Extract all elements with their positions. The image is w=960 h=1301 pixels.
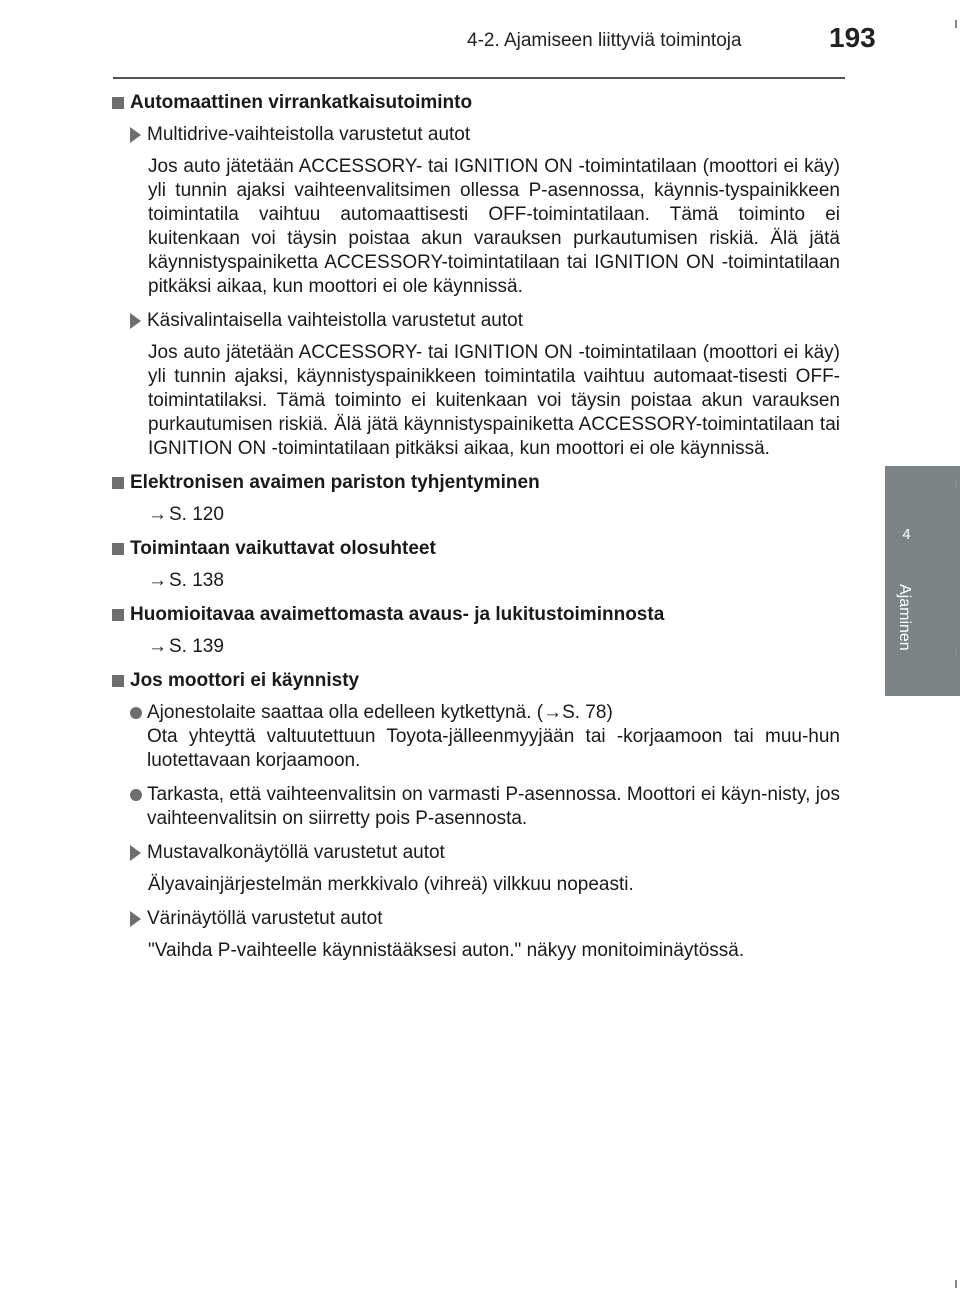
- triangle-bullet-icon: [130, 845, 141, 861]
- subheading-text: Käsivalintaisella vaihteistolla varustetut autot: [147, 310, 523, 331]
- arrow-icon: →: [148, 504, 167, 525]
- square-bullet-icon: [112, 543, 124, 555]
- heading-text: Huomioitavaa avaimettomasta avaus- ja lukitustoiminnosta: [130, 604, 665, 625]
- section-heading: [112, 603, 840, 627]
- margin-tick: [955, 647, 957, 655]
- bullet-line-text: Ajonestolaite saattaa olla edelleen kytkettynä. (: [147, 702, 544, 723]
- margin-tick: [955, 480, 957, 488]
- subheading-text: Värinäytöllä varustetut autot: [147, 908, 383, 929]
- triangle-bullet-icon: [130, 313, 141, 329]
- square-bullet-icon: [112, 609, 124, 621]
- bullet-paragraph: Ota yhteyttä valtuutettuun Toyota-jälleenmyyjään tai -korjaamoon tai muu-hun luotettavaan korjaamoon.: [147, 726, 840, 771]
- subheading: [130, 309, 840, 333]
- section-heading: [112, 537, 840, 561]
- section-heading: [112, 91, 840, 115]
- square-bullet-icon: [112, 97, 124, 109]
- bullet-line-text: ): [606, 702, 613, 723]
- chapter-tab-label: Ajaminen: [896, 584, 913, 651]
- page-content: [112, 91, 840, 973]
- page-reference[interactable]: [148, 635, 840, 659]
- subheading-text: Mustavalkonäytöllä varustetut autot: [147, 842, 445, 863]
- heading-text: Jos moottori ei käynnisty: [130, 670, 360, 691]
- arrow-icon: →: [148, 636, 167, 657]
- paragraph: "Vaihda P-vaihteelle käynnistääksesi auton." näkyy monitoiminäytössä.: [148, 940, 745, 961]
- subheading: [130, 123, 840, 147]
- bullet-line: [147, 701, 840, 725]
- arrow-icon: →: [148, 570, 167, 591]
- square-bullet-icon: [112, 477, 124, 489]
- reference-link[interactable]: S. 78: [562, 702, 607, 723]
- reference-link[interactable]: S. 138: [169, 570, 224, 591]
- margin-tick: [955, 20, 957, 28]
- paragraph: Jos auto jätetään ACCESSORY- tai IGNITION ON -toimintatilaan (moottori ei käy) yli tunnin ajaksi, käynnistyspainikkeen toimintatila vaihtuu automaat-tisesti OFF-toimintatilaksi. Tämä toiminto ei kuitenkaan voi täysin poistaa akun varauksen purkautumisen riskiä. Älä jätä käynnistyspainiketta ACCESSORY-toimintatilaan tai IGNITION ON -toimintatilaan pitkäksi aikaa, kun moottori ei ole käynnissä.: [148, 342, 840, 459]
- page-number: 193: [829, 22, 876, 53]
- section-heading: [112, 471, 840, 495]
- section-heading: [112, 669, 840, 693]
- heading-text: Toimintaan vaikuttavat olosuhteet: [130, 538, 436, 559]
- header-divider: [113, 77, 845, 79]
- heading-text: Elektronisen avaimen pariston tyhjentyminen: [130, 472, 540, 493]
- paragraph: Älyavainjärjestelmän merkkivalo (vihreä) vilkkuu nopeasti.: [148, 874, 634, 895]
- square-bullet-icon: [112, 675, 124, 687]
- heading-text: Automaattinen virrankatkaisutoiminto: [130, 92, 473, 113]
- reference-link[interactable]: S. 120: [169, 504, 224, 525]
- paragraph: Jos auto jätetään ACCESSORY- tai IGNITION ON -toimintatilaan (moottori ei käy) yli tunnin ajaksi vaihteenvalitsimen ollessa P-asennossa, käynnis-tyspainikkeen toimintatila vaihtuu automaattisesti OFF-toimintatilaan. Tämä toiminto ei kuitenkaan voi täysin poistaa akun varauksen purkautumisen riskiä. Älä jätä käynnistyspainiketta ACCESSORY-toimintatilaan tai IGNITION ON -toimintatilaan pitkäksi aikaa, kun moottori ei ole käynnissä.: [148, 156, 840, 297]
- circle-bullet-icon: [130, 789, 142, 801]
- circle-bullet-icon: [130, 707, 142, 719]
- bullet-item: [130, 701, 840, 773]
- reference-link[interactable]: S. 139: [169, 636, 224, 657]
- chapter-tab-number: 4: [902, 526, 911, 543]
- bullet-text: [147, 701, 840, 773]
- bullet-item: [130, 783, 840, 831]
- arrow-icon: →: [543, 702, 563, 723]
- subheading: [130, 907, 840, 931]
- subheading: [130, 841, 840, 865]
- page-reference[interactable]: [148, 503, 840, 527]
- subheading-text: Multidrive-vaihteistolla varustetut autot: [147, 124, 471, 145]
- section-title: 4-2. Ajamiseen liittyviä toimintoja: [467, 30, 742, 51]
- page-reference[interactable]: [148, 569, 840, 593]
- triangle-bullet-icon: [130, 127, 141, 143]
- margin-tick: [955, 1280, 957, 1288]
- triangle-bullet-icon: [130, 911, 141, 927]
- chapter-tab[interactable]: [885, 466, 960, 696]
- bullet-paragraph: Tarkasta, että vaihteenvalitsin on varmasti P-asennossa. Moottori ei käyn-nisty, jos vaihteenvalitsin on siirretty pois P-asennosta.: [147, 784, 840, 829]
